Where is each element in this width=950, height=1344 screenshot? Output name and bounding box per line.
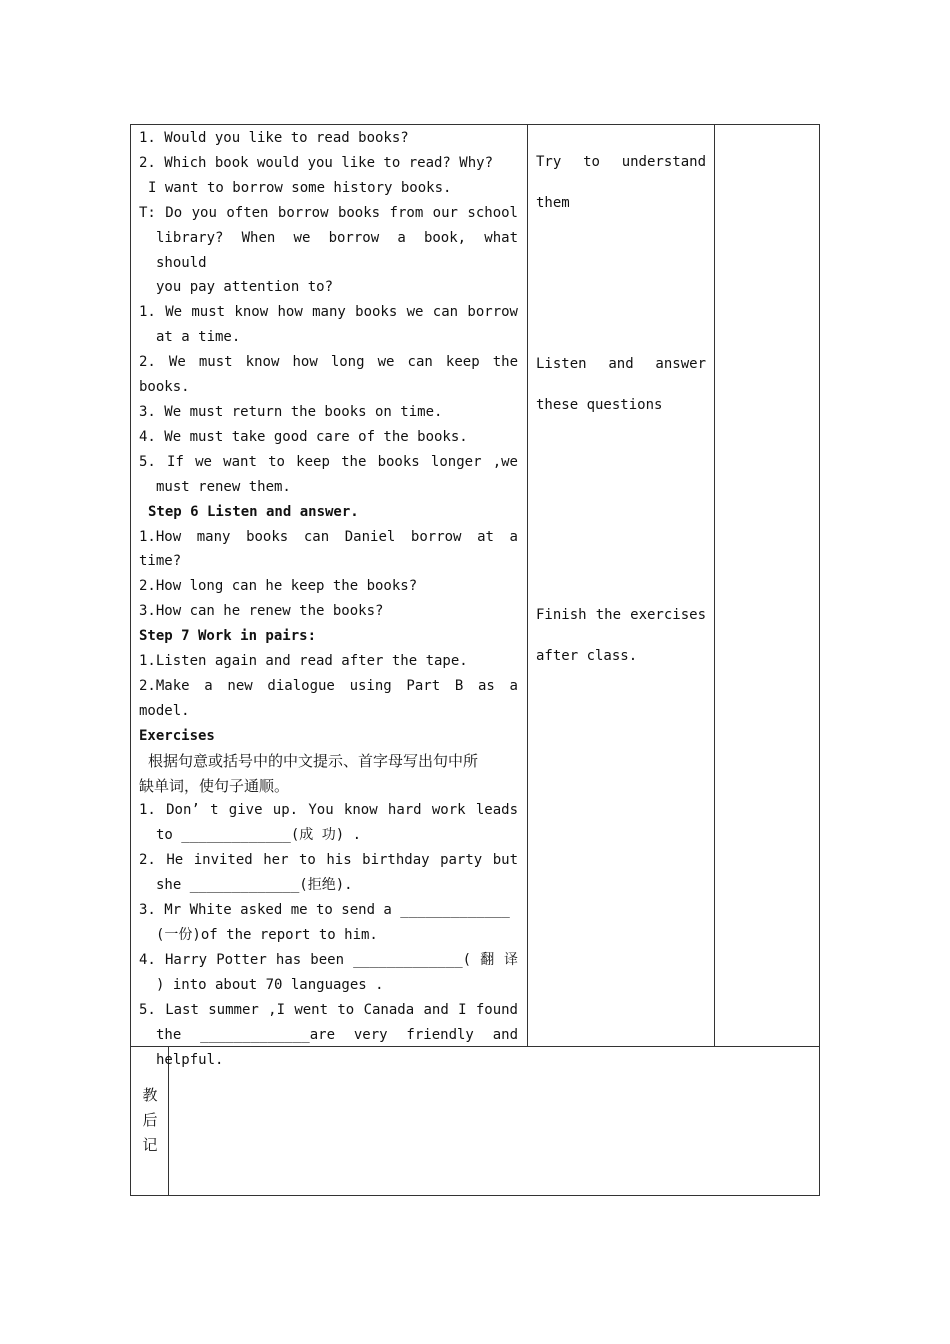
exercise-item: 1. Don’ t give up. You know hard work leads (139, 802, 518, 819)
exercise-item: she _____________(拒绝). (156, 877, 353, 894)
task-line: 1.Listen again and read after the tape. (139, 653, 468, 670)
rule-line: 4. We must take good care of the books. (139, 428, 468, 445)
rule-line: at a time. (156, 329, 241, 346)
exercise-item: ) into about 70 languages . (156, 976, 384, 993)
question-line: 2.How long can he keep the books? (139, 578, 418, 595)
activity-line: Listen and answer (536, 356, 706, 372)
question-line: 2. Which book would you like to read? Why? (139, 154, 494, 171)
question-line: time? (139, 553, 182, 570)
question-line: 3.How can he renew the books? (139, 603, 384, 620)
exercise-item: to _____________(成 功) . (156, 827, 362, 844)
activity-line: Finish the exercises (536, 607, 706, 623)
exercise-item: 4. Harry Potter has been _____________( 翻 译 (139, 951, 518, 968)
student-activities (536, 595, 706, 677)
exercise-item: 5. Last summer ,I went to Canada and I found (139, 1001, 518, 1018)
rule-line: 2. We must know how long we can keep the (139, 354, 518, 371)
student-activities (536, 142, 706, 224)
exercise-item: (一份)of the report to him. (156, 927, 378, 943)
column-divider-1 (527, 124, 528, 1047)
afterword-char: 后 (142, 1111, 158, 1129)
activity-line: after class. (536, 648, 638, 664)
column-divider-2 (714, 124, 715, 1047)
question-line: 1.How many books can Daniel borrow at a (139, 528, 518, 545)
rule-line: books. (139, 379, 190, 396)
task-line: 2.Make a new dialogue using Part B as a (139, 677, 518, 694)
activity-line: these questions (536, 397, 663, 413)
afterword-label (131, 1083, 169, 1158)
rule-line: 3. We must return the books on time. (139, 403, 443, 420)
task-line: model. (139, 702, 190, 719)
question-line: 1. Would you like to read books? (139, 130, 409, 146)
teacher-line: T: Do you often borrow books from our school (139, 204, 518, 221)
exercise-instruction: 缺单词，使句子通顺。 (139, 776, 290, 795)
teacher-line: library? When we borrow a book, what should (156, 229, 518, 271)
afterword-char: 记 (142, 1136, 158, 1154)
step-heading: Step 7 Work in pairs: (139, 628, 317, 645)
step-heading: Step 6 Listen and answer. (148, 503, 359, 520)
exercise-instruction: 根据句意或括号中的中文提示、首字母写出句中所 (148, 751, 479, 770)
rule-line: 1. We must know how many books we can borrow (139, 304, 518, 321)
activity-line: them (536, 195, 570, 211)
rule-line: 5. If we want to keep the books longer ,we (139, 453, 518, 470)
activity-line: Try to understand (536, 154, 706, 170)
exercise-item: 3. Mr White asked me to send a _____________ (139, 902, 510, 919)
exercise-item: 2. He invited her to his birthday party but (139, 852, 518, 869)
answer-line: I want to borrow some history books. (148, 179, 452, 196)
teaching-content (139, 126, 518, 1072)
exercises-heading: Exercises (139, 727, 215, 744)
afterword-char: 教 (142, 1086, 158, 1104)
exercise-item: the _____________are very friendly and (156, 1026, 518, 1043)
rule-line: must renew them. (156, 478, 291, 495)
teacher-line: you pay attention to? (156, 279, 334, 296)
student-activities (536, 344, 706, 426)
exercise-item: helpful. (156, 1051, 224, 1068)
